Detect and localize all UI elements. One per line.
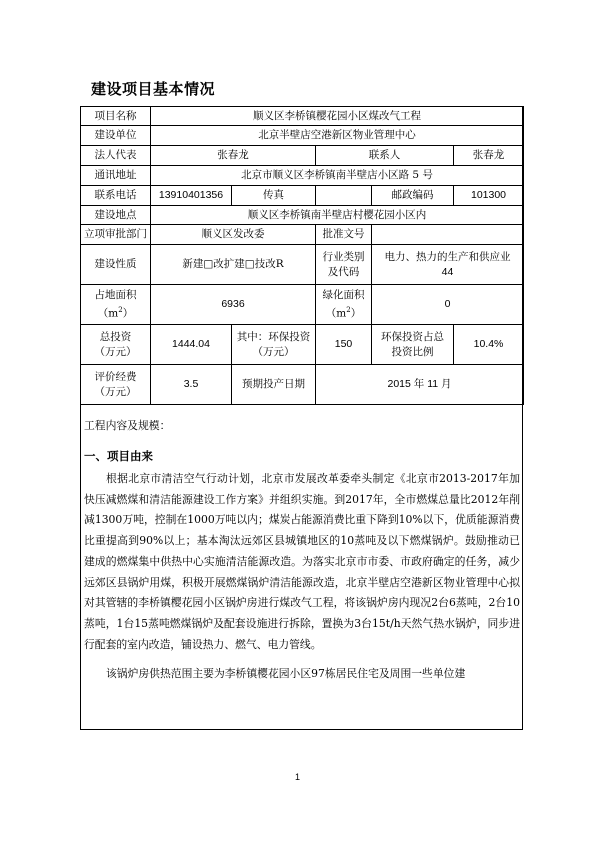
industry-name: 电力、热力的生产和供应业 — [384, 250, 511, 263]
row-nature — [81, 245, 524, 285]
builder-value: 北京半壁店空港新区物业管理中心 — [151, 126, 524, 146]
industry-label-line2: 及代码 — [327, 265, 360, 278]
area-unit-sup: 2 — [118, 305, 123, 314]
green-label-line1: 绿化面积 — [322, 288, 365, 301]
invest-label-line1: 总投资 — [99, 330, 132, 343]
eval-fee-label — [81, 365, 151, 405]
area-unit: （m — [97, 307, 119, 320]
ratio-label-line2: 投资比例 — [391, 345, 434, 358]
project-name-label: 项目名称 — [81, 107, 151, 126]
row-site — [81, 206, 524, 225]
page-title: 建设项目基本情况 — [91, 80, 216, 98]
area-label — [81, 285, 151, 325]
fax-value — [316, 186, 372, 206]
row-project-name — [81, 107, 524, 126]
phone-label: 联系电话 — [81, 186, 151, 206]
green-unit: （m — [325, 307, 347, 320]
row-approval — [81, 225, 524, 245]
industry-value — [372, 245, 524, 285]
row-phone — [81, 186, 524, 206]
row-builder — [81, 126, 524, 146]
ratio-label-line1: 环保投资占总 — [381, 330, 444, 343]
postcode-label: 邮政编码 — [372, 186, 454, 206]
address-value: 北京市顺义区李桥镇南半壁店小区路 5 号 — [151, 166, 524, 186]
fax-label: 传真 — [232, 186, 316, 206]
site-label: 建设地点 — [81, 206, 151, 225]
eval-fee-label-line2: （万元） — [94, 385, 137, 398]
section-heading: 一、项目由来 — [84, 449, 153, 463]
address-label: 通讯地址 — [81, 166, 151, 186]
nature-extra: R — [275, 258, 284, 270]
content-heading: 工程内容及规模： — [84, 419, 171, 432]
project-info-table — [80, 106, 524, 405]
invest-value: 1444.04 — [151, 325, 232, 365]
green-unit-close: ） — [350, 307, 362, 320]
nature-value — [151, 245, 316, 285]
legal-rep-label: 法人代表 — [81, 146, 151, 166]
green-unit-sup: 2 — [346, 305, 351, 314]
page-number: 1 — [294, 772, 300, 782]
env-invest-label — [232, 325, 316, 365]
industry-label-line1: 行业类别 — [322, 250, 365, 263]
content-body — [84, 469, 520, 685]
row-area — [81, 285, 524, 325]
approval-dept-label: 立项审批部门 — [81, 225, 151, 245]
approval-no-label: 批准文号 — [316, 225, 372, 245]
op-date-label: 预期投产日期 — [232, 365, 316, 405]
builder-label: 建设单位 — [81, 126, 151, 146]
ratio-value: 10.4% — [454, 325, 524, 365]
nature-label: 建设性质 — [81, 245, 151, 285]
env-invest-label-line2: （万元） — [252, 345, 295, 358]
eval-fee-value: 3.5 — [151, 365, 232, 405]
postcode-value: 101300 — [454, 186, 524, 206]
approval-no-value — [372, 225, 524, 245]
row-investment — [81, 325, 524, 365]
env-invest-label-line1: 其中：环保投资 — [236, 330, 311, 343]
green-label — [316, 285, 372, 325]
phone-value: 13910401356 — [151, 186, 232, 206]
green-label-line2 — [318, 303, 369, 322]
project-name-value: 顺义区李桥镇樱花园小区煤改气工程 — [151, 107, 524, 126]
area-unit-close: ） — [122, 307, 134, 320]
row-address — [81, 166, 524, 186]
site-value: 顺义区李桥镇南半壁店村樱花园小区内 — [151, 206, 524, 225]
invest-label-line2: （万元） — [94, 345, 137, 358]
eval-fee-label-line1: 评价经费 — [94, 370, 137, 383]
area-value: 6936 — [151, 285, 316, 325]
approval-dept-value: 顺义区发改委 — [151, 225, 316, 245]
env-invest-value: 150 — [316, 325, 372, 365]
paragraph: 根据北京市清洁空气行动计划，北京市发展改革委牵头制定《北京市2013-2017年加快压减燃煤和清洁能源建设工作方案》并组织实施。到2017年，全市燃煤总量比2012年削减1300万吨，控制在1000万吨以内；煤炭占能源消费比重下降到10%以下，优质能源消费比重提高到90%以上；基本淘汰远郊区县城镇地区的10蒸吨及以下燃煤锅炉。鼓励推动已建成的燃煤集中供热中心实施清洁能源改造。为落实北京市市委、市政府确定的任务，减少远郊区县锅炉用煤，积极开展燃煤锅炉清洁能源改造，北京半壁店空港新区物业管理中心拟对其管辖的李桥镇樱花园小区锅炉房进行煤改气工程，将该锅炉房内现况2台6蒸吨，2台10蒸吨，1台15蒸吨燃煤锅炉及配套设施进行拆除，置换为3台15t/h天然气热水锅炉，同步进行配套的室内改造，铺设热力、燃气、电力管线。 — [84, 472, 520, 651]
ratio-label — [372, 325, 454, 365]
contact-value: 张春龙 — [454, 146, 524, 166]
area-label-line2 — [83, 303, 148, 322]
row-legal-rep — [81, 146, 524, 166]
area-label-line1: 占地面积 — [94, 288, 137, 301]
legal-rep-value: 张春龙 — [151, 146, 316, 166]
row-eval — [81, 365, 524, 405]
industry-label — [316, 245, 372, 285]
industry-code: 44 — [441, 265, 454, 278]
green-value: 0 — [372, 285, 524, 325]
op-date-value: 2015 年 11 月 — [316, 365, 524, 405]
nature-options: 新建□改扩建□技改 — [182, 258, 276, 270]
paragraph: 该锅炉房供热范围主要为李桥镇樱花园小区97栋居民住宅及周围一些单位建 — [106, 667, 466, 681]
invest-label — [81, 325, 151, 365]
contact-label: 联系人 — [316, 146, 454, 166]
